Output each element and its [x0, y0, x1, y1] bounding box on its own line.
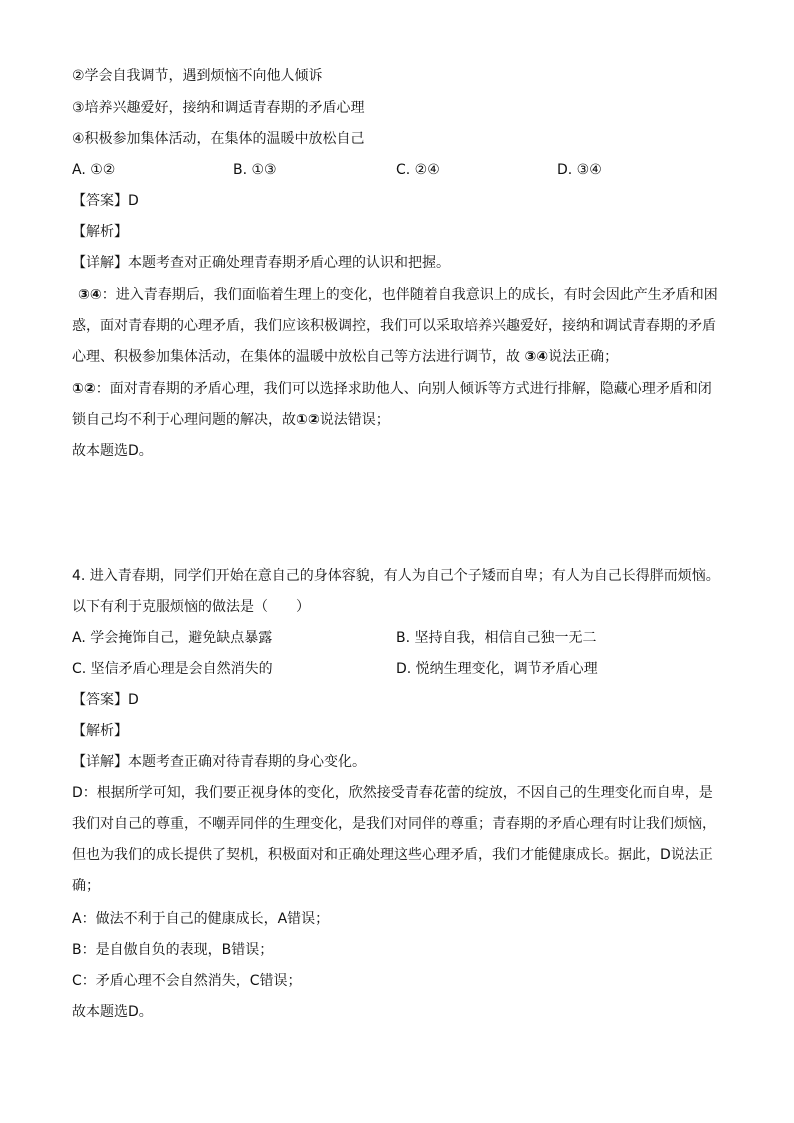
q3-option-d: D. ③④	[557, 162, 602, 178]
q4-detail: 【详解】本题考查正确对待青春期的身心变化。	[72, 754, 366, 770]
q3-option-b: B. ①③	[233, 162, 277, 178]
statement-2: ②学会自我调节，遇到烦恼不向他人倾诉	[72, 68, 323, 84]
statement-4: ④积极参加集体活动，在集体的温暖中放松自己	[72, 131, 365, 147]
q3-option-a: A. ①②	[72, 162, 116, 178]
q3-answer: 【答案】D	[72, 193, 139, 209]
q3-paragraph-correct-text: ：进入青春期后，我们面临着生理上的变化，也伴随着自我意识上的成长，有时会因此产生矛盾和困惑，面对青春期的心理矛盾，我们应该积极调控，我们可以采取培养兴趣爱好，接纳和调试青春期的矛盾心理、积极参加集体活动，在集体的温暖中放松自己等方法进行调节，故	[72, 287, 718, 365]
marker-34: ③④	[78, 287, 102, 303]
q4-option-d: D. 悦纳生理变化，调节矛盾心理	[396, 661, 598, 677]
q4-line-c: C：矛盾心理不会自然消失，C错误；	[72, 973, 302, 989]
q4-paragraph-d: D：根据所学可知，我们要正视身体的变化，欣然接受青春花蕾的绽放，不因自己的生理变化而自卑，是我们对自己的尊重，不嘲弄同伴的生理变化，是我们对同伴的尊重；青春期的矛盾心理有时让我们烦恼，但也为我们的成长提供了契机，积极面对和正确处理这些心理矛盾，我们才能健康成长。据此，D说法正确；	[72, 785, 716, 894]
q4-option-c: C. 坚信矛盾心理是会自然消失的	[72, 661, 273, 677]
q3-conclusion: 故本题选D。	[72, 443, 153, 459]
q4-option-a: A. 学会掩饰自己，避免缺点暴露	[72, 630, 273, 646]
q3-detail: 【详解】本题考查对正确处理青春期矛盾心理的认识和把握。	[72, 255, 450, 271]
q4-stem-line-1: 4. 进入青春期，同学们开始在意自己的身体容貌，有人为自己个子矮而自卑；有人为自己长得胖而烦恼。	[72, 568, 720, 584]
marker-12-inline: ①②	[296, 412, 320, 428]
statement-3: ③培养兴趣爱好，接纳和调适青春期的矛盾心理	[72, 100, 365, 116]
q3-analysis-label: 【解析】	[72, 224, 128, 240]
q4-answer: 【答案】D	[72, 692, 139, 708]
q3-paragraph-correct	[72, 280, 724, 373]
q4-stem-line-2: 以下有利于克服烦恼的做法是（ ）	[72, 599, 310, 615]
q3-option-c: C. ②④	[396, 162, 440, 178]
marker-12: ①②	[72, 381, 96, 397]
q3-paragraph-correct-end: 说法正确；	[548, 349, 619, 365]
q3-paragraph-wrong-text: ：面对青春期的矛盾心理，我们可以选择求助他人、向别人倾诉等方式进行排解，隐藏心理矛盾和闭锁自己均不利于心理问题的解决，故	[72, 381, 712, 428]
q3-paragraph-wrong	[72, 374, 724, 436]
q3-paragraph-wrong-end: 说法错误；	[319, 412, 390, 428]
q4-line-a: A：做法不利于自己的健康成长，A错误；	[72, 911, 330, 927]
q4-line-b: B：是自傲自负的表现，B错误；	[72, 942, 274, 958]
q4-conclusion: 故本题选D。	[72, 1004, 153, 1020]
q4-option-b: B. 坚持自我，相信自己独一无二	[396, 630, 597, 646]
marker-34-inline: ③④	[524, 349, 549, 365]
q4-analysis-label: 【解析】	[72, 723, 128, 739]
